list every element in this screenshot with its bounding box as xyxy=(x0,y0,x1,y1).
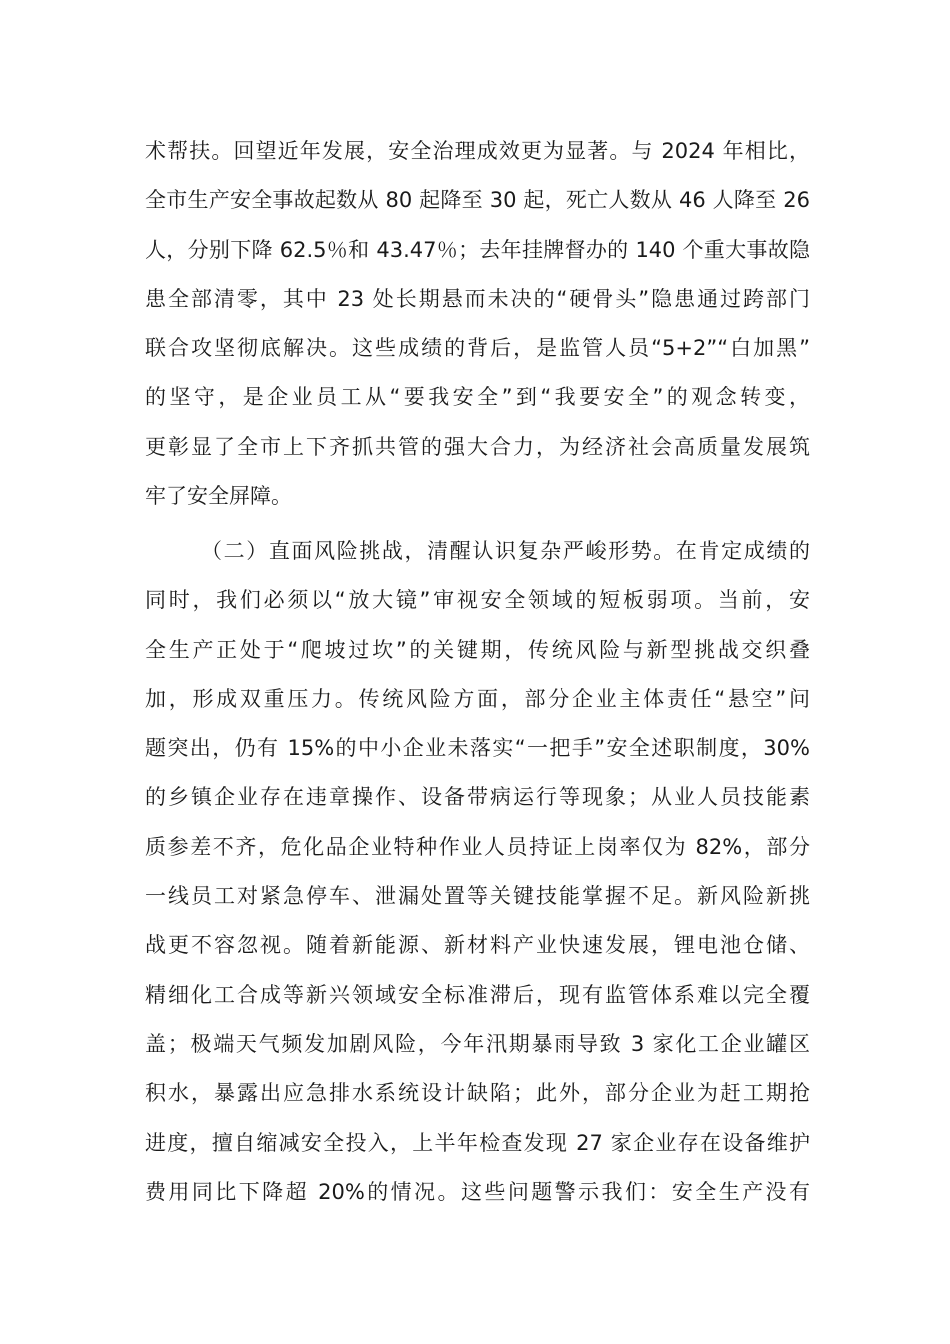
text-line: 质参差不齐，危化品企业特种作业人员持证上岗率仅为 82%，部分 xyxy=(145,834,810,859)
text-line: 的坚守，是企业员工从“要我安全”到“我要安全”的观念转变， xyxy=(145,385,810,410)
text-line: 盖；极端天气频发加剧风险，今年汛期暴雨导致 3 家化工企业罐区 xyxy=(145,1031,810,1056)
paragraph-risk-challenges xyxy=(145,527,810,1217)
text-line: 更彰显了全市上下齐抓共管的强大合力，为经济社会高质量发展筑 xyxy=(145,434,810,459)
text-line: 患全部清零，其中 23 处长期悬而未决的“硬骨头”隐患通过跨部门 xyxy=(145,286,810,311)
text-line: 费用同比下降超 20%的情况。这些问题警示我们：安全生产没有 xyxy=(145,1179,810,1204)
text-line: 进度，擅自缩减安全投入，上半年检查发现 27 家企业存在设备维护 xyxy=(145,1130,810,1155)
text-line: 同时，我们必须以“放大镜”审视安全领域的短板弱项。当前，安 xyxy=(145,588,810,613)
text-line: 加，形成双重压力。传统风险方面，部分企业主体责任“悬空”问 xyxy=(145,686,810,711)
text-line: 牢了安全屏障。 xyxy=(145,484,292,509)
text-line: 一线员工对紧急停车、泄漏处置等关键技能掌握不足。新风险新挑 xyxy=(145,884,810,909)
text-line: 精细化工合成等新兴领域安全标准滞后，现有监管体系难以完全覆 xyxy=(145,982,810,1007)
text-line: 战更不容忽视。随着新能源、新材料产业快速发展，锂电池仓储、 xyxy=(145,933,810,958)
text-line: 的乡镇企业存在违章操作、设备带病运行等现象；从业人员技能素 xyxy=(145,785,810,810)
paragraph-achievements xyxy=(145,127,810,521)
text-line: 术帮扶。回望近年发展，安全治理成效更为显著。与 2024 年相比， xyxy=(145,139,810,163)
text-line: 人，分别下降 62.5％和 43.47％；去年挂牌督办的 140 个重大事故隐 xyxy=(145,237,810,262)
text-line: 题突出，仍有 15%的中小企业未落实“一把手”安全述职制度，30% xyxy=(145,736,810,761)
section-heading-line: （二）直面风险挑战，清醒认识复杂严峻形势。在肯定成绩的 xyxy=(201,539,810,563)
text-line: 联合攻坚彻底解决。这些成绩的背后，是监管人员“5+2”“白加黑” xyxy=(145,336,810,361)
text-line: 积水，暴露出应急排水系统设计缺陷；此外，部分企业为赶工期抢 xyxy=(145,1081,810,1106)
text-line: 全市生产安全事故起数从 80 起降至 30 起，死亡人数从 46 人降至 26 xyxy=(145,188,810,213)
text-line: 全生产正处于“爬坡过坎”的关键期，传统风险与新型挑战交织叠 xyxy=(145,637,810,662)
